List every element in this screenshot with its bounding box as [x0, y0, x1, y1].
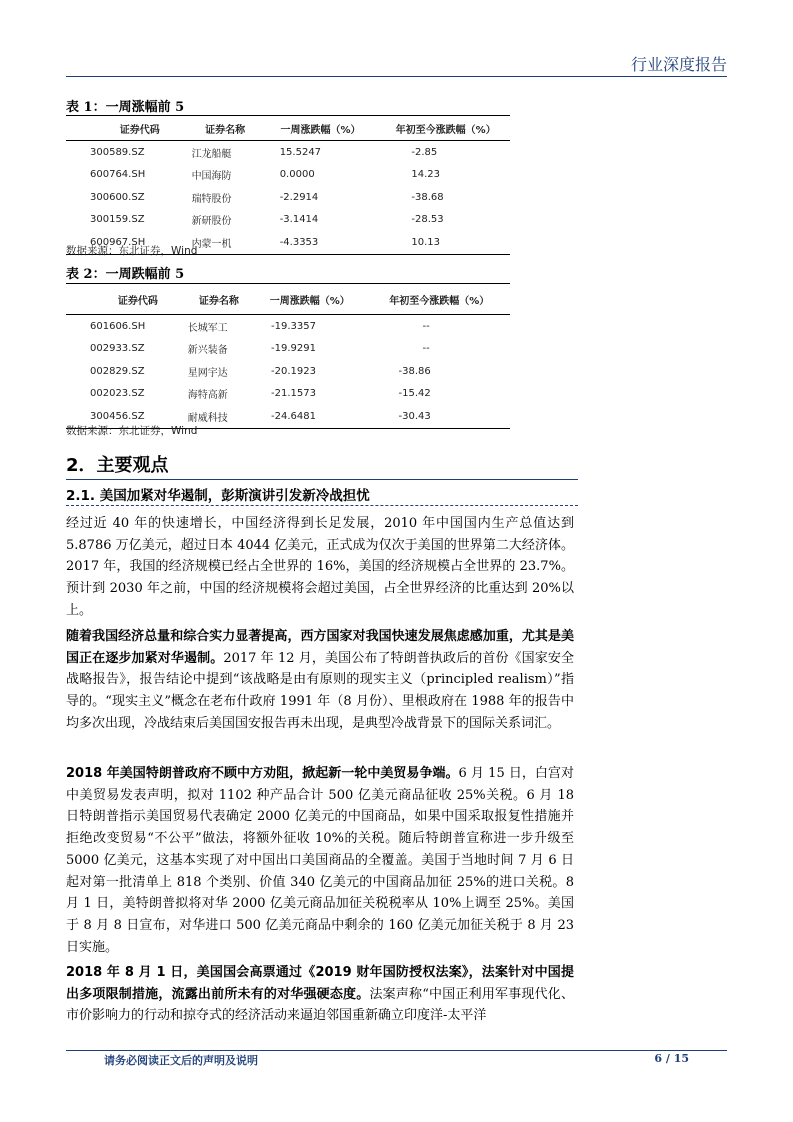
- table-row: [66, 338, 510, 361]
- cell-code: 300456.SZ: [66, 405, 187, 428]
- cell-code: 600764.SH: [90, 169, 146, 181]
- cell-ytd: --: [422, 320, 430, 332]
- table1-col-name: 证券名称: [191, 116, 260, 141]
- cell-ytd: -38.86: [398, 365, 431, 377]
- table1-source-note: 数据来源：东北证券，Wind: [66, 245, 198, 257]
- cell-week: -3.1414: [279, 214, 319, 226]
- cell-ytd: -2.85: [411, 146, 438, 158]
- paragraph-lead: 随着我国经济总量和综合实力显著提高，西方国家对我国快速发展焦虑感加重，尤其是美国正在逐步加紧对华遏制。: [66, 629, 574, 666]
- paragraph-lead: 2018 年美国特朗普政府不顾中方劝阻，掀起新一轮中美贸易争端。: [66, 766, 459, 781]
- table2-col-code: 证券代码: [66, 284, 187, 315]
- cell-name: 长城军工: [187, 322, 228, 334]
- cell-week: -2.2914: [279, 191, 319, 203]
- cell-name: 耐威科技: [187, 405, 251, 428]
- report-type-header: 行业深度报告: [630, 55, 727, 74]
- table2-top-losers: [66, 283, 510, 429]
- cell-ytd: -30.43: [369, 405, 510, 428]
- cell-week: -4.3353: [260, 231, 382, 254]
- table2-col-week: 一周涨跌幅（%）: [251, 284, 368, 315]
- cell-week: -20.1923: [271, 365, 316, 377]
- cell-ytd: 14.23: [411, 169, 441, 181]
- cell-code: 002023.SZ: [90, 388, 145, 400]
- cell-week: 15.5247: [279, 146, 322, 158]
- subsection-heading: 2.1. 美国加紧对华遏制，彭斯演讲引发新冷战担忧: [66, 488, 370, 504]
- cell-code: 600967.SH: [66, 231, 191, 254]
- cell-name: 内蒙一机: [191, 231, 260, 254]
- cell-name: 中国海防: [191, 171, 232, 183]
- cell-week: -21.1573: [271, 388, 316, 400]
- table2-col-ytd: 年初至今涨跌幅（%）: [369, 284, 510, 315]
- table1-top-gainers: [66, 115, 510, 255]
- cell-ytd: -28.53: [411, 214, 444, 226]
- paragraph-lead: 2018 年 8 月 1 日，美国国会高票通过《2019 财年国防授权法案》，法案针对中国提出多项限制措施，流露出前所未有的对华强硬态度。: [66, 965, 574, 1002]
- cell-week: -24.6481: [251, 405, 368, 428]
- table-row: [66, 383, 510, 406]
- table1-col-week: 一周涨跌幅（%）: [260, 116, 382, 141]
- table1-caption: 表 1：一周涨幅前 5: [66, 100, 185, 115]
- cell-week: -19.3357: [271, 320, 316, 332]
- footer-divider: [66, 1050, 727, 1051]
- paragraph-3: [66, 763, 574, 958]
- cell-code: 300600.SZ: [90, 191, 145, 203]
- table-row: [66, 141, 510, 164]
- cell-ytd: -38.68: [411, 191, 444, 203]
- cell-week: 0.0000: [279, 169, 315, 181]
- paragraph-text: 6 月 15 日，白宫对中美贸易发表声明，拟对 1102 种产品合计 500 亿美元商品征收 25%关税。6 月 18 日特朗普指示美国贸易代表确定 2000 亿美元的中国商品，如果中国采取报复性措施并拒绝改变贸易“不公平”做法，将额外征收 10%的关税。随后特朗普宣称进一步升级至 5000 亿美元，这基本实现了对中国出口美国商品的全覆盖。美国于当地时间 7 月 6 日起对第一批清单上 818 个类别、价值 340 亿美元的中国商品加征 25%的进口关税。8 月 1 日，美特朗普拟将对华 2000 亿美元商品加征关税税率从 10%上调至 25%。美国于 8 月 8 日宣布，对华进口 500 亿美元商品中剩余的 160 亿美元加征关税于 8 月 23 日实施。: [66, 766, 574, 955]
- cell-name: 江龙船艇: [191, 148, 232, 160]
- paragraph-1: [66, 513, 574, 622]
- cell-ytd: 10.13: [381, 231, 510, 254]
- table-row: [66, 209, 510, 232]
- cell-name: 新兴装备: [187, 345, 228, 357]
- cell-name: 瑞特股份: [191, 193, 232, 205]
- cell-name: 新研股份: [191, 216, 232, 228]
- cell-ytd: --: [422, 343, 430, 355]
- paragraph-text: 2017 年 12 月，美国公布了特朗普执政后的首份《国家安全战略报告》，报告结论中提到“该战略是由有原则的现实主义（principled realism）”指导的。“现实主义”概念在老布什政府 1991 年（8 月份）、里根政府在 1988 年的报告中均多次出现，冷战结束后美国国安报告再未出现，是典型冷战背景下的国际关系词汇。: [66, 650, 574, 731]
- section-heading: 2．主要观点: [66, 455, 169, 476]
- cell-code: 300159.SZ: [90, 214, 145, 226]
- paragraph-4: [66, 962, 574, 1028]
- table2-source-note: 数据来源：东北证券，Wind: [66, 425, 198, 437]
- disclaimer-note: 请务必阅读正文后的声明及说明: [104, 1054, 258, 1067]
- table1-col-code: 证券代码: [66, 116, 191, 141]
- table-row: [66, 360, 510, 383]
- cell-code: 002933.SZ: [90, 343, 145, 355]
- cell-code: 300589.SZ: [90, 146, 145, 158]
- table-row: [66, 186, 510, 209]
- paragraph-2: [66, 626, 574, 735]
- subsection-divider: [66, 505, 578, 506]
- table1-col-ytd: 年初至今涨跌幅（%）: [381, 116, 510, 141]
- page-number: 6 / 15: [654, 1052, 689, 1065]
- cell-code: 601606.SH: [90, 320, 146, 332]
- header-divider: [66, 76, 727, 77]
- cell-ytd: -15.42: [398, 388, 431, 400]
- table2-col-name: 证券名称: [187, 284, 251, 315]
- cell-week: -19.9291: [271, 343, 316, 355]
- cell-name: 星网宇达: [187, 367, 228, 379]
- paragraph-text: 法案声称“中国正利用军事现代化、市价影响力的行动和掠夺式的经济活动来逼迫邻国重新确立印度洋-太平洋: [66, 986, 574, 1024]
- table-row: [66, 164, 510, 187]
- table2-caption: 表 2：一周跌幅前 5: [66, 267, 185, 282]
- table-row: [66, 315, 510, 338]
- cell-name: 海特高新: [187, 390, 228, 402]
- cell-code: 002829.SZ: [90, 365, 145, 377]
- paragraph-text: 经过近 40 年的快速增长，中国经济得到长足发展，2010 年中国国内生产总值达到 5.8786 万亿美元，超过日本 4044 亿美元，正式成为仅次于美国的世界第二大经济体。2017 年，我国的经济规模已经占全世界的 16%，美国的经济规模占全世界的 23.7%。预计到 2030 年之前，中国的经济规模将会超过美国，占全世界经济的比重达到 20%以上。: [66, 516, 574, 618]
- section-divider: [66, 479, 578, 480]
